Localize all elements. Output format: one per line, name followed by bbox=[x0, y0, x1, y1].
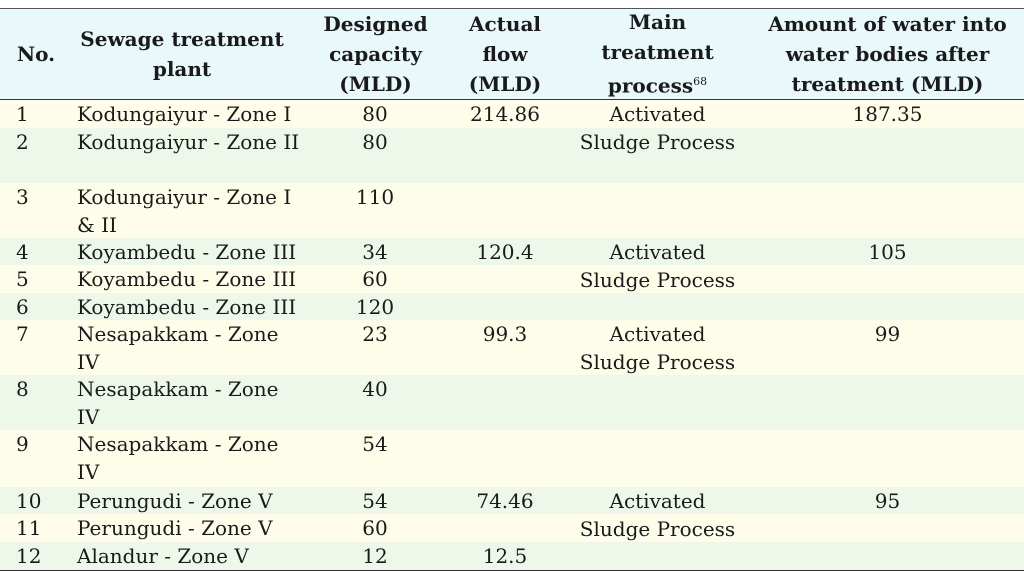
cell-process: Activated Sludge Process bbox=[579, 489, 736, 541]
cell-capacity: 12 bbox=[362, 544, 388, 568]
cell-no: 10 bbox=[16, 489, 42, 513]
header-flow: Actual flow (MLD) bbox=[468, 12, 542, 96]
cell-plant: Kodungaiyur - Zone I bbox=[77, 102, 292, 126]
cell-amount: 187.35 bbox=[852, 102, 923, 126]
cell-plant: Koyambedu - Zone III bbox=[77, 240, 297, 264]
cell-no: 1 bbox=[16, 102, 29, 126]
cell-capacity: 60 bbox=[362, 516, 388, 540]
cell-plant: Nesapakkam - Zone IV bbox=[77, 377, 279, 429]
header-process bbox=[570, 9, 745, 99]
cell-capacity: 34 bbox=[362, 240, 388, 264]
cell-flow: 120.4 bbox=[476, 240, 534, 264]
cell-process: Activated Sludge Process bbox=[579, 102, 736, 154]
cell-no: 8 bbox=[16, 377, 29, 401]
cell-capacity: 54 bbox=[362, 432, 388, 456]
cell-process: Activated Sludge Process bbox=[579, 322, 736, 374]
cell-capacity: 23 bbox=[362, 322, 388, 346]
cell-no: 2 bbox=[16, 130, 29, 154]
cell-no: 3 bbox=[16, 185, 29, 209]
cell-capacity: 80 bbox=[362, 102, 388, 126]
cell-plant: Kodungaiyur - Zone II bbox=[77, 130, 300, 154]
cell-no: 11 bbox=[16, 516, 42, 540]
cell-capacity: 120 bbox=[355, 295, 395, 319]
table-header bbox=[0, 9, 1024, 100]
header-process-label: Main treatment process bbox=[601, 10, 714, 98]
cell-amount: 99 bbox=[874, 322, 901, 346]
header-no: No. bbox=[16, 42, 56, 66]
cell-no: 7 bbox=[16, 322, 29, 346]
cell-no: 12 bbox=[16, 544, 42, 568]
cell-flow: 214.86 bbox=[470, 102, 540, 126]
cell-process: Activated Sludge Process bbox=[579, 240, 736, 292]
cell-flow: 74.46 bbox=[476, 489, 534, 513]
cell-plant: Koyambedu - Zone III bbox=[77, 295, 297, 319]
cell-plant: Alandur - Zone V bbox=[77, 544, 249, 568]
header-amount: Amount of water into water bodies after treatment (MLD) bbox=[768, 12, 1007, 96]
cell-plant: Nesapakkam - Zone IV bbox=[77, 432, 279, 484]
cell-plant: Perungudi - Zone V bbox=[77, 516, 273, 540]
cell-plant: Koyambedu - Zone III bbox=[77, 267, 297, 291]
cell-amount: 105 bbox=[868, 240, 907, 264]
cell-capacity: 110 bbox=[355, 185, 395, 209]
cell-capacity: 40 bbox=[362, 377, 388, 401]
cell-capacity: 60 bbox=[362, 267, 388, 291]
footnote-ref: 68 bbox=[693, 75, 708, 89]
cell-capacity: 80 bbox=[362, 130, 388, 154]
cell-flow: 12.5 bbox=[482, 544, 528, 568]
header-plant: Sewage treatment plant bbox=[80, 27, 284, 81]
header-capacity: Designed capacity (MLD) bbox=[323, 12, 428, 96]
cell-plant: Kodungaiyur - Zone I & II bbox=[77, 185, 292, 237]
cell-capacity: 54 bbox=[362, 489, 388, 513]
cell-no: 9 bbox=[16, 432, 29, 456]
cell-flow: 99.3 bbox=[482, 322, 528, 346]
cell-plant: Perungudi - Zone V bbox=[77, 489, 273, 513]
cell-no: 6 bbox=[16, 295, 29, 319]
cell-plant: Nesapakkam - Zone IV bbox=[77, 322, 279, 374]
cell-no: 4 bbox=[16, 240, 29, 264]
cell-amount: 95 bbox=[874, 489, 901, 513]
cell-no: 5 bbox=[16, 267, 29, 291]
